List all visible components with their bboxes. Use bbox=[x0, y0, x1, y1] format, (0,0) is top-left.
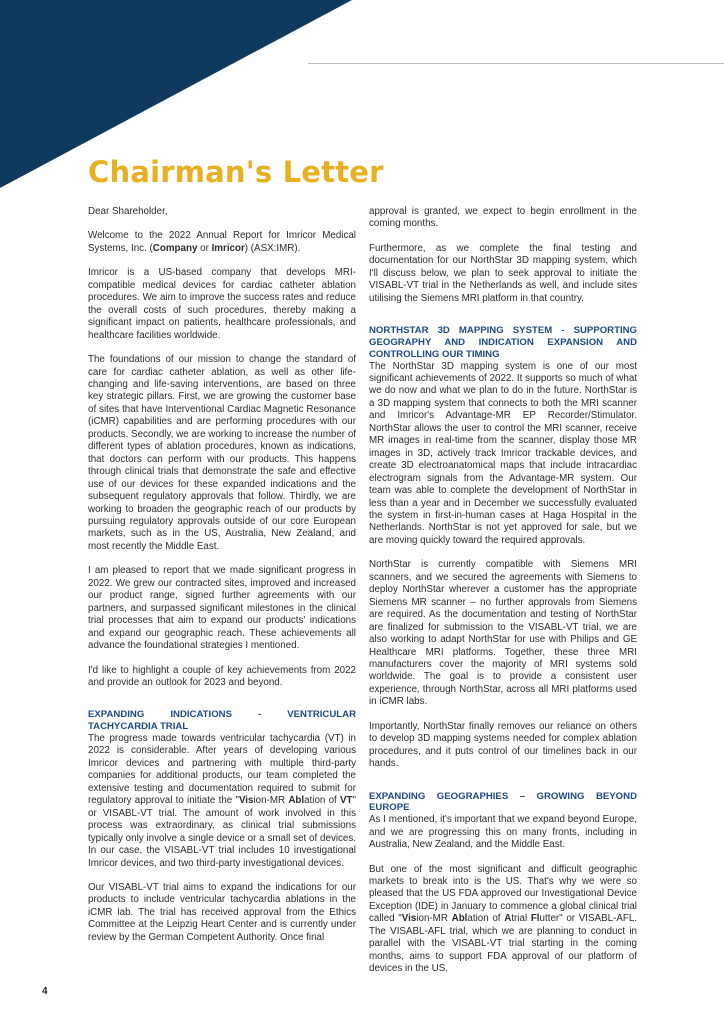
geographies-paragraph: As I mentioned, it's important that we expand beyond Europe, and we are progressing this on many fronts, including in Australia, New Zealand, and the Middle East. bbox=[369, 814, 637, 851]
vt-trial-paragraph: Our VISABL-VT trial aims to expand the indications for our products to include ventricular tachycardia ablations in the iCMR lab. The trial has received approval from the Ethics Committee at the Leipzig Heart Center and is currently under review by the German Competent Authority. Once final bbox=[88, 881, 356, 943]
page-title: Chairman's Letter bbox=[88, 155, 384, 189]
netherlands-paragraph: Furthermore, as we complete the final testing and documentation for our NorthStar 3D mapping system, which I'll discuss below, we plan to seek approval to initiate the VISABL-VT trial in the Netherlands as well, and include sites utilising the Siemens MRI platform in that country. bbox=[369, 242, 637, 304]
left-column bbox=[88, 206, 356, 956]
page-number: 4 bbox=[42, 986, 48, 997]
company-intro-paragraph: Imricor is a US-based company that develops MRI-compatible medical devices for cardiac catheter ablation procedures. We aim to improve the success rates and reduce the overall costs of such procedures, thereby making a significant impact on patients, healthcare professionals, and healthcare facilities worldwide. bbox=[88, 267, 356, 341]
header-rule bbox=[308, 63, 724, 64]
section-heading-vt-trial: EXPANDING INDICATIONS - VENTRICULAR TACHYCARDIA TRIAL bbox=[88, 709, 356, 733]
welcome-paragraph: Welcome to the 2022 Annual Report for Imricor Medical Systems, Inc. (Company or Imricor) (ASX:IMR). bbox=[88, 230, 356, 254]
vt-progress-paragraph: The progress made towards ventricular tachycardia (VT) in 2022 is considerable. After years of developing various Imricor devices and partnering with multiple third-party companies for additional products, our team completed the extensive testing and documentation required to submit for regulatory approval to initiate the "Vision-MR Ablation of VT" or VISABL-VT trial. The amount of work involved in this process was extraordinary, as clinical trial submissions typically only involve a single device or a small set of devices. In our case, the VISABL-VT trial includes 10 investigational Imricor devices, and two third-party investigational devices. bbox=[88, 733, 357, 869]
approval-paragraph: approval is granted, we expect to begin enrollment in the coming months. bbox=[369, 206, 637, 230]
right-column bbox=[369, 206, 637, 988]
northstar-reliance-paragraph: Importantly, NorthStar finally removes our reliance on others to develop 3D mapping systems needed for complex ablation procedures, and it puts control of our timelines back in our hands. bbox=[369, 720, 637, 770]
progress-paragraph: I am pleased to report that we made significant progress in 2022. We grew our contracted sites, improved and increased our product range, signed further agreements with our partners, and surpassed significant milestones in the clinical trial processes that aim to expand our products' indications and expand our geographic reach. These achievements all advance the foundational strategies I mentioned. bbox=[88, 565, 356, 652]
salutation: Dear Shareholder, bbox=[88, 206, 168, 217]
strategy-paragraph: The foundations of our mission to change the standard of care for cardiac catheter ablation, as well as other life-changing and life-saving interventions, are based on three key strategic pillars. First, we are growing the customer base of sites that have Interventional Cardiac Magnetic Resonance (iCMR) capabilities and are performing procedures with our products. Secondly, we are working to increase the number of different types of ablation procedures, known as indications, that doctors can perform with our products. This happens through clinical trials that demonstrate the safe and effective use of our devices for these expanded indications and the subsequent regulatory approvals that follow. Thirdly, we are working to broaden the geographic reach of our products by pursuing regulatory approvals outside of our core European markets, such as in the US, Australia, New Zealand, and most recently the Middle East. bbox=[88, 354, 356, 552]
section-heading-geographies: EXPANDING GEOGRAPHIES – GROWING BEYOND EUROPE bbox=[369, 790, 637, 814]
section-heading-northstar: NORTHSTAR 3D MAPPING SYSTEM - SUPPORTING GEOGRAPHY AND INDICATION EXPANSION AND CONTROLLING OUR TIMING bbox=[369, 325, 637, 360]
northstar-compat-paragraph: NorthStar is currently compatible with Siemens MRI scanners, and we secured the agreements with Siemens to deploy NorthStar wherever a customer has the appropriate Siemens MR scanner – no further approvals from Siemens are required. As the documentation and testing of NorthStar are finalized for submission to the VISABL-VT trial, we are also working to adapt NorthStar for use with Philips and GE Healthcare MRI platforms. Together, these three MRI manufacturers cover the majority of MRI systems sold worldwide. The goal is to provide a consistent user experience, through NorthStar, across all MRI platforms used in iCMR labs. bbox=[369, 559, 637, 708]
highlights-intro-paragraph: I'd like to highlight a couple of key achievements from 2022 and provide an outlook for 2023 and beyond. bbox=[88, 664, 356, 688]
us-market-paragraph: But one of the most significant and difficult geographic markets to break into is the US. That's why we were so pleased that the US FDA approved our Investigational Device Exception (IDE) in January to commence a global clinical trial called "Vision-MR Ablation of Atrial Flutter" or VISABL-AFL. The VISABL-AFL trial, which we are planning to conduct in parallel with the VISABL-VT trial starting in the coming months, aims to support FDA approval of our platform of devices in the US. bbox=[369, 863, 638, 975]
northstar-paragraph: The NorthStar 3D mapping system is one of our most significant achievements of 2022. It supports so much of what we do now and what we plan to do in the future. NorthStar is a 3D mapping system that connects to both the MRI scanner and Imricor's Advantage-MR EP Recorder/Stimulator. NorthStar allows the user to control the MRI scanner, receive MR images in real-time from the scanner, display those MR images in 3D, actively track Imricor trackable devices, and create 3D electroanatomical maps that include intracardiac electrogram signals from the Advantage-MR system. Our team was able to complete the development of NorthStar in less than a year and in December we successfully evaluated the system in first-in-human cases at Haga Hospital in the Netherlands. NorthStar is not yet approved for sale, but we are moving quickly toward the required approvals. bbox=[369, 360, 637, 546]
